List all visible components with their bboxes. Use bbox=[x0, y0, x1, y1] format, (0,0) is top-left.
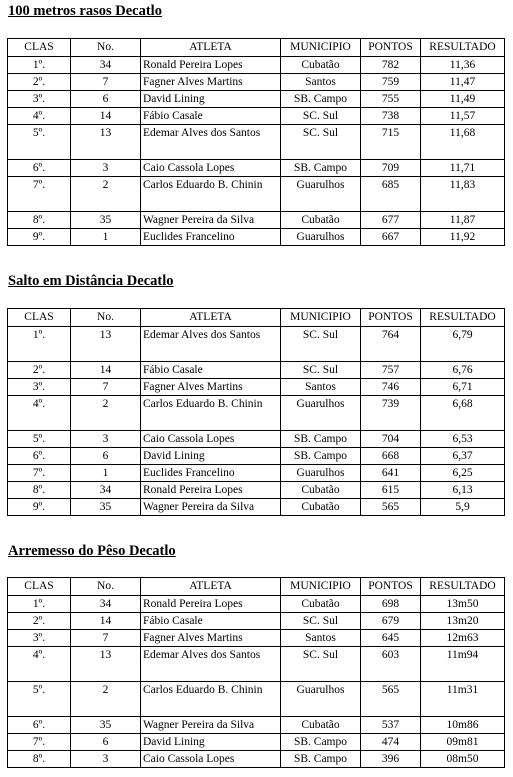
table-row bbox=[8, 57, 505, 74]
cell-atleta: Euclides Francelino bbox=[141, 465, 281, 482]
col-header-no: No. bbox=[71, 309, 141, 327]
cell-atleta: Ronald Pereira Lopes bbox=[141, 57, 281, 74]
cell-resultado: 6,76 bbox=[421, 362, 505, 379]
cell-clas: 7º. bbox=[8, 177, 71, 212]
cell-resultado: 13m20 bbox=[421, 613, 505, 630]
cell-atleta: Wagner Pereira da Silva bbox=[141, 212, 281, 229]
cell-atleta: Edemar Alves dos Santos bbox=[141, 125, 281, 160]
cell-no: 3 bbox=[71, 431, 141, 448]
cell-municipio: Cubatão bbox=[281, 212, 361, 229]
cell-pontos: 715 bbox=[361, 125, 421, 160]
cell-no: 1 bbox=[71, 229, 141, 246]
cell-pontos: 757 bbox=[361, 362, 421, 379]
cell-atleta: Ronald Pereira Lopes bbox=[141, 596, 281, 613]
cell-clas: 8º. bbox=[8, 482, 71, 499]
cell-resultado: 11,47 bbox=[421, 74, 505, 91]
cell-atleta: Edemar Alves dos Santos bbox=[141, 647, 281, 682]
cell-resultado: 11m94 bbox=[421, 647, 505, 682]
cell-atleta: Fagner Alves Martins bbox=[141, 379, 281, 396]
cell-clas: 3º. bbox=[8, 630, 71, 647]
cell-resultado: 6,37 bbox=[421, 448, 505, 465]
cell-no: 6 bbox=[71, 448, 141, 465]
cell-municipio: Cubatão bbox=[281, 57, 361, 74]
col-header-pontos: PONTOS bbox=[361, 39, 421, 57]
cell-clas: 6º. bbox=[8, 717, 71, 734]
col-header-clas: CLAS bbox=[8, 578, 71, 596]
cell-clas: 6º. bbox=[8, 160, 71, 177]
cell-resultado: 6,71 bbox=[421, 379, 505, 396]
table-row bbox=[8, 74, 505, 91]
cell-resultado: 6,25 bbox=[421, 465, 505, 482]
table-body bbox=[8, 327, 505, 516]
col-header-atleta: ATLETA bbox=[141, 578, 281, 596]
header-row bbox=[8, 39, 505, 57]
cell-pontos: 396 bbox=[361, 751, 421, 768]
cell-pontos: 746 bbox=[361, 379, 421, 396]
cell-municipio: SC. Sul bbox=[281, 362, 361, 379]
cell-no: 14 bbox=[71, 613, 141, 630]
cell-atleta: Fábio Casale bbox=[141, 613, 281, 630]
cell-municipio: Guarulhos bbox=[281, 229, 361, 246]
cell-no: 35 bbox=[71, 212, 141, 229]
cell-pontos: 709 bbox=[361, 160, 421, 177]
cell-clas: 2º. bbox=[8, 362, 71, 379]
cell-municipio: SB. Campo bbox=[281, 751, 361, 768]
cell-pontos: 668 bbox=[361, 448, 421, 465]
cell-resultado: 5,9 bbox=[421, 499, 505, 516]
table-row bbox=[8, 482, 505, 499]
table-body bbox=[8, 596, 505, 768]
section-title: Arremesso do Pêso Decatlo bbox=[8, 543, 176, 559]
cell-municipio: Cubatão bbox=[281, 482, 361, 499]
cell-no: 14 bbox=[71, 362, 141, 379]
cell-clas: 4º. bbox=[8, 108, 71, 125]
cell-atleta: Carlos Eduardo B. Chinin bbox=[141, 177, 281, 212]
table-row bbox=[8, 717, 505, 734]
cell-municipio: Guarulhos bbox=[281, 177, 361, 212]
cell-clas: 3º. bbox=[8, 91, 71, 108]
cell-pontos: 565 bbox=[361, 682, 421, 717]
table-row bbox=[8, 499, 505, 516]
cell-pontos: 759 bbox=[361, 74, 421, 91]
cell-clas: 4º. bbox=[8, 647, 71, 682]
cell-atleta: David Lining bbox=[141, 448, 281, 465]
cell-resultado: 12m63 bbox=[421, 630, 505, 647]
cell-municipio: SC. Sul bbox=[281, 125, 361, 160]
cell-municipio: Santos bbox=[281, 630, 361, 647]
cell-no: 13 bbox=[71, 647, 141, 682]
table-row bbox=[8, 613, 505, 630]
cell-clas: 4º. bbox=[8, 396, 71, 431]
cell-resultado: 11,83 bbox=[421, 177, 505, 212]
cell-pontos: 698 bbox=[361, 596, 421, 613]
table-body bbox=[8, 57, 505, 246]
cell-pontos: 677 bbox=[361, 212, 421, 229]
cell-clas: 9º. bbox=[8, 229, 71, 246]
col-header-clas: CLAS bbox=[8, 309, 71, 327]
cell-atleta: Fagner Alves Martins bbox=[141, 630, 281, 647]
cell-clas: 1º. bbox=[8, 596, 71, 613]
col-header-resultado: RESULTADO bbox=[421, 39, 505, 57]
cell-no: 2 bbox=[71, 396, 141, 431]
cell-clas: 7º. bbox=[8, 734, 71, 751]
cell-no: 2 bbox=[71, 682, 141, 717]
table-row bbox=[8, 362, 505, 379]
cell-municipio: SB. Campo bbox=[281, 91, 361, 108]
cell-atleta: Euclides Francelino bbox=[141, 229, 281, 246]
cell-atleta: Wagner Pereira da Silva bbox=[141, 499, 281, 516]
cell-pontos: 739 bbox=[361, 396, 421, 431]
cell-no: 13 bbox=[71, 327, 141, 362]
cell-municipio: Santos bbox=[281, 379, 361, 396]
cell-pontos: 738 bbox=[361, 108, 421, 125]
cell-atleta: Carlos Eduardo B. Chinin bbox=[141, 682, 281, 717]
cell-municipio: SC. Sul bbox=[281, 108, 361, 125]
col-header-resultado: RESULTADO bbox=[421, 309, 505, 327]
cell-municipio: Cubatão bbox=[281, 499, 361, 516]
cell-municipio: Guarulhos bbox=[281, 682, 361, 717]
cell-resultado: 11,68 bbox=[421, 125, 505, 160]
col-header-no: No. bbox=[71, 39, 141, 57]
cell-atleta: Caio Cassola Lopes bbox=[141, 751, 281, 768]
cell-no: 7 bbox=[71, 74, 141, 91]
cell-resultado: 11,71 bbox=[421, 160, 505, 177]
cell-pontos: 615 bbox=[361, 482, 421, 499]
col-header-pontos: PONTOS bbox=[361, 578, 421, 596]
table-row bbox=[8, 630, 505, 647]
cell-municipio: SC. Sul bbox=[281, 613, 361, 630]
cell-atleta: David Lining bbox=[141, 734, 281, 751]
cell-pontos: 645 bbox=[361, 630, 421, 647]
cell-clas: 1º. bbox=[8, 57, 71, 74]
table-row bbox=[8, 448, 505, 465]
cell-pontos: 782 bbox=[361, 57, 421, 74]
cell-resultado: 6,53 bbox=[421, 431, 505, 448]
results-table-salto bbox=[7, 308, 505, 516]
cell-clas: 7º. bbox=[8, 465, 71, 482]
cell-atleta: Carlos Eduardo B. Chinin bbox=[141, 396, 281, 431]
cell-municipio: SB. Campo bbox=[281, 431, 361, 448]
cell-municipio: Guarulhos bbox=[281, 465, 361, 482]
cell-no: 6 bbox=[71, 91, 141, 108]
cell-municipio: SC. Sul bbox=[281, 647, 361, 682]
table-row bbox=[8, 229, 505, 246]
cell-no: 3 bbox=[71, 751, 141, 768]
col-header-municipio: MUNICIPIO bbox=[281, 309, 361, 327]
cell-atleta: Ronald Pereira Lopes bbox=[141, 482, 281, 499]
cell-municipio: SB. Campo bbox=[281, 734, 361, 751]
cell-resultado: 11,57 bbox=[421, 108, 505, 125]
cell-resultado: 13m50 bbox=[421, 596, 505, 613]
cell-resultado: 11,36 bbox=[421, 57, 505, 74]
cell-atleta: Caio Cassola Lopes bbox=[141, 160, 281, 177]
table-row bbox=[8, 396, 505, 431]
cell-no: 35 bbox=[71, 499, 141, 516]
cell-resultado: 10m86 bbox=[421, 717, 505, 734]
cell-no: 2 bbox=[71, 177, 141, 212]
cell-pontos: 755 bbox=[361, 91, 421, 108]
cell-clas: 8º. bbox=[8, 751, 71, 768]
cell-municipio: Santos bbox=[281, 74, 361, 91]
cell-pontos: 565 bbox=[361, 499, 421, 516]
cell-pontos: 603 bbox=[361, 647, 421, 682]
col-header-resultado: RESULTADO bbox=[421, 578, 505, 596]
table-row bbox=[8, 327, 505, 362]
cell-resultado: 6,79 bbox=[421, 327, 505, 362]
table-row bbox=[8, 596, 505, 613]
cell-atleta: Fábio Casale bbox=[141, 108, 281, 125]
cell-municipio: SB. Campo bbox=[281, 160, 361, 177]
cell-resultado: 11m31 bbox=[421, 682, 505, 717]
cell-pontos: 704 bbox=[361, 431, 421, 448]
cell-no: 14 bbox=[71, 108, 141, 125]
table-row bbox=[8, 647, 505, 682]
cell-resultado: 09m81 bbox=[421, 734, 505, 751]
table-row bbox=[8, 379, 505, 396]
cell-municipio: Cubatão bbox=[281, 717, 361, 734]
results-table-100m bbox=[7, 38, 505, 246]
cell-atleta: Edemar Alves dos Santos bbox=[141, 327, 281, 362]
col-header-clas: CLAS bbox=[8, 39, 71, 57]
cell-resultado: 08m50 bbox=[421, 751, 505, 768]
header-row bbox=[8, 309, 505, 327]
cell-clas: 2º. bbox=[8, 613, 71, 630]
col-header-municipio: MUNICIPIO bbox=[281, 578, 361, 596]
cell-municipio: Guarulhos bbox=[281, 396, 361, 431]
table-row bbox=[8, 125, 505, 160]
cell-clas: 5º. bbox=[8, 431, 71, 448]
table-row bbox=[8, 734, 505, 751]
cell-no: 34 bbox=[71, 482, 141, 499]
cell-municipio: SB. Campo bbox=[281, 448, 361, 465]
cell-clas: 2º. bbox=[8, 74, 71, 91]
col-header-municipio: MUNICIPIO bbox=[281, 39, 361, 57]
table-row bbox=[8, 91, 505, 108]
cell-clas: 3º. bbox=[8, 379, 71, 396]
table-row bbox=[8, 108, 505, 125]
table-row bbox=[8, 465, 505, 482]
cell-pontos: 641 bbox=[361, 465, 421, 482]
cell-pontos: 685 bbox=[361, 177, 421, 212]
cell-no: 7 bbox=[71, 379, 141, 396]
cell-clas: 5º. bbox=[8, 682, 71, 717]
cell-atleta: Caio Cassola Lopes bbox=[141, 431, 281, 448]
cell-clas: 1º. bbox=[8, 327, 71, 362]
cell-pontos: 537 bbox=[361, 717, 421, 734]
cell-no: 34 bbox=[71, 596, 141, 613]
cell-no: 13 bbox=[71, 125, 141, 160]
cell-municipio: SC. Sul bbox=[281, 327, 361, 362]
table-row bbox=[8, 177, 505, 212]
cell-resultado: 6,68 bbox=[421, 396, 505, 431]
header-row bbox=[8, 578, 505, 596]
cell-resultado: 11,49 bbox=[421, 91, 505, 108]
cell-atleta: Fábio Casale bbox=[141, 362, 281, 379]
cell-clas: 8º. bbox=[8, 212, 71, 229]
cell-municipio: Cubatão bbox=[281, 596, 361, 613]
cell-pontos: 679 bbox=[361, 613, 421, 630]
cell-atleta: David Lining bbox=[141, 91, 281, 108]
cell-pontos: 764 bbox=[361, 327, 421, 362]
col-header-pontos: PONTOS bbox=[361, 309, 421, 327]
col-header-atleta: ATLETA bbox=[141, 39, 281, 57]
table-row bbox=[8, 212, 505, 229]
cell-pontos: 667 bbox=[361, 229, 421, 246]
results-table-peso bbox=[7, 577, 505, 768]
section-title: Salto em Distância Decatlo bbox=[8, 273, 174, 289]
cell-clas: 6º. bbox=[8, 448, 71, 465]
cell-no: 1 bbox=[71, 465, 141, 482]
cell-atleta: Wagner Pereira da Silva bbox=[141, 717, 281, 734]
cell-clas: 9º. bbox=[8, 499, 71, 516]
table-row bbox=[8, 682, 505, 717]
cell-atleta: Fagner Alves Martins bbox=[141, 74, 281, 91]
cell-no: 35 bbox=[71, 717, 141, 734]
section-title: 100 metros rasos Decatlo bbox=[8, 3, 162, 19]
cell-no: 6 bbox=[71, 734, 141, 751]
table-row bbox=[8, 431, 505, 448]
cell-resultado: 11,92 bbox=[421, 229, 505, 246]
cell-resultado: 11,87 bbox=[421, 212, 505, 229]
col-header-no: No. bbox=[71, 578, 141, 596]
cell-no: 34 bbox=[71, 57, 141, 74]
cell-resultado: 6,13 bbox=[421, 482, 505, 499]
cell-clas: 5º. bbox=[8, 125, 71, 160]
cell-no: 3 bbox=[71, 160, 141, 177]
cell-no: 7 bbox=[71, 630, 141, 647]
col-header-atleta: ATLETA bbox=[141, 309, 281, 327]
cell-pontos: 474 bbox=[361, 734, 421, 751]
table-row bbox=[8, 751, 505, 768]
table-row bbox=[8, 160, 505, 177]
